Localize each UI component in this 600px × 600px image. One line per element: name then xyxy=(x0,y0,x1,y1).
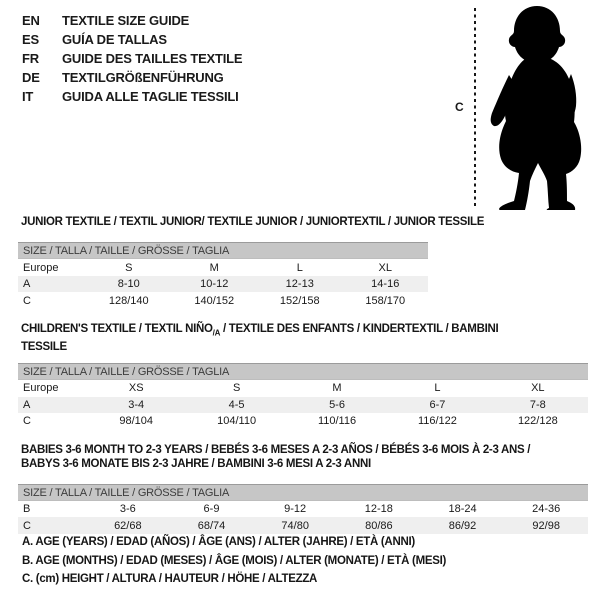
legend-language-code: FR xyxy=(22,51,39,66)
legend-guide-title: TEXTILE SIZE GUIDE xyxy=(62,13,190,28)
size-cell: 98/104 xyxy=(119,415,154,428)
size-tables-section xyxy=(18,215,588,547)
table-row xyxy=(18,413,588,430)
size-cell: S xyxy=(125,261,133,274)
language-legend xyxy=(22,11,242,106)
size-cell: 62/68 xyxy=(114,519,142,532)
size-cell: 24-36 xyxy=(532,503,561,516)
table-row xyxy=(18,259,428,276)
size-cell: 6-9 xyxy=(203,503,220,516)
table-title: BABIES 3-6 MONTH TO 2-3 YEARS / BEBÉS 3-6 MESES A 2-3 AÑOS / BÉBÉS 3-6 MOIS À 2-3 ANS / BABYS 3-6 MONATE BIS 2-3 JAHRE / BAMBINI 3-6 MESI A 2-3 ANNI xyxy=(21,443,531,470)
size-cell: 74/80 xyxy=(281,519,309,532)
size-cell: 3-4 xyxy=(128,398,145,411)
table-rows xyxy=(18,259,428,309)
size-cell: 86/92 xyxy=(448,519,477,532)
size-cell: XS xyxy=(128,382,144,395)
size-cell: 8-10 xyxy=(117,278,140,291)
height-measure-dashed-line xyxy=(474,8,476,206)
row-label: C xyxy=(23,415,31,428)
size-header-bar: SIZE / TALLA / TAILLE / GRÖSSE / TAGLIA xyxy=(18,363,588,380)
size-cell: 6-7 xyxy=(429,398,446,411)
legend-language-code: ES xyxy=(22,32,39,47)
legend-item xyxy=(22,87,242,106)
row-label: C xyxy=(23,519,31,532)
size-table xyxy=(18,443,588,534)
table-row xyxy=(18,501,588,518)
size-cell: 158/170 xyxy=(365,294,406,307)
table-rows xyxy=(18,501,588,534)
size-header-bar: SIZE / TALLA / TAILLE / GRÖSSE / TAGLIA xyxy=(18,484,588,501)
table-row xyxy=(18,292,428,309)
legend-guide-title: GUIDA ALLE TAGLIE TESSILI xyxy=(62,89,239,104)
size-cell: XL xyxy=(378,261,392,274)
size-cell: 3-6 xyxy=(119,503,136,516)
size-cell: M xyxy=(332,382,342,395)
legend-guide-title: GUÍA DE TALLAS xyxy=(62,32,167,47)
size-cell: 152/158 xyxy=(279,294,320,307)
size-cell: 18-24 xyxy=(448,503,477,516)
size-cell: 5-6 xyxy=(329,398,345,411)
size-table xyxy=(18,215,588,309)
legend-item xyxy=(22,30,242,49)
size-cell: 12-18 xyxy=(364,503,393,516)
size-header-bar: SIZE / TALLA / TAILLE / GRÖSSE / TAGLIA xyxy=(18,242,428,259)
row-label: Europe xyxy=(23,382,59,395)
table-row xyxy=(18,380,588,397)
size-cell: L xyxy=(296,261,303,274)
legend-item xyxy=(22,11,242,30)
legend-language-code: IT xyxy=(22,89,34,104)
size-cell: 92/98 xyxy=(532,519,560,532)
size-cell: 4-5 xyxy=(228,398,245,411)
size-cell: XL xyxy=(531,382,545,395)
footnotes xyxy=(22,533,446,589)
size-cell: M xyxy=(209,261,219,274)
table-box xyxy=(18,363,588,430)
row-label: B xyxy=(23,503,31,516)
legend-language-code: EN xyxy=(22,13,40,28)
size-cell: 122/128 xyxy=(517,415,558,428)
table-row xyxy=(18,517,588,534)
footnote: C. (cm) HEIGHT / ALTURA / HAUTEUR / HÖHE / ALTEZZA xyxy=(22,573,318,585)
row-label: A xyxy=(23,278,31,291)
legend-guide-title: GUIDE DES TAILLES TEXTILE xyxy=(62,51,243,66)
size-cell: 7-8 xyxy=(529,398,546,411)
table-row xyxy=(18,397,588,414)
table-rows xyxy=(18,380,588,430)
legend-item xyxy=(22,49,242,68)
table-title: JUNIOR TEXTILE / TEXTIL JUNIOR/ TEXTILE JUNIOR / JUNIORTEXTIL / JUNIOR TESSILE xyxy=(21,216,485,228)
legend-language-code: DE xyxy=(22,70,40,85)
size-cell: 80/86 xyxy=(365,519,393,532)
size-cell: 14-16 xyxy=(371,278,400,291)
footnote: A. AGE (YEARS) / EDAD (AÑOS) / ÂGE (ANS) / ALTER (JAHRE) / ETÀ (ANNI) xyxy=(22,536,415,548)
row-label: C xyxy=(23,294,31,307)
legend-guide-title: TEXTILGRÖßENFÜHRUNG xyxy=(62,70,224,85)
size-cell: 10-12 xyxy=(200,278,229,291)
table-box xyxy=(18,484,588,534)
table-title: CHILDREN'S TEXTILE / TEXTIL $NIÑO_{/A}$ / TEXTILE DES ENFANTS / KINDERTEXTIL / BAMBINI TESSILE xyxy=(21,322,499,354)
baby-silhouette xyxy=(482,4,596,210)
table-box xyxy=(18,242,428,309)
size-cell: S xyxy=(232,382,241,395)
size-cell: 140/152 xyxy=(194,294,235,307)
size-cell: L xyxy=(434,382,441,395)
size-cell: 128/140 xyxy=(108,294,149,307)
size-cell: 9-12 xyxy=(284,503,307,516)
legend-item xyxy=(22,68,242,87)
size-cell: 104/110 xyxy=(217,415,257,428)
size-cell: 110/116 xyxy=(317,415,357,428)
size-cell: 12-13 xyxy=(285,278,314,291)
size-table xyxy=(18,322,588,430)
size-cell: 116/122 xyxy=(417,415,457,428)
height-label: C xyxy=(455,100,464,114)
table-row xyxy=(18,276,428,293)
row-label: Europe xyxy=(23,261,59,274)
footnote: B. AGE (MONTHS) / EDAD (MESES) / ÂGE (MOIS) / ALTER (MONATE) / ETÀ (MESI) xyxy=(22,554,447,567)
row-label: A xyxy=(23,398,31,411)
size-cell: 68/74 xyxy=(197,519,226,532)
